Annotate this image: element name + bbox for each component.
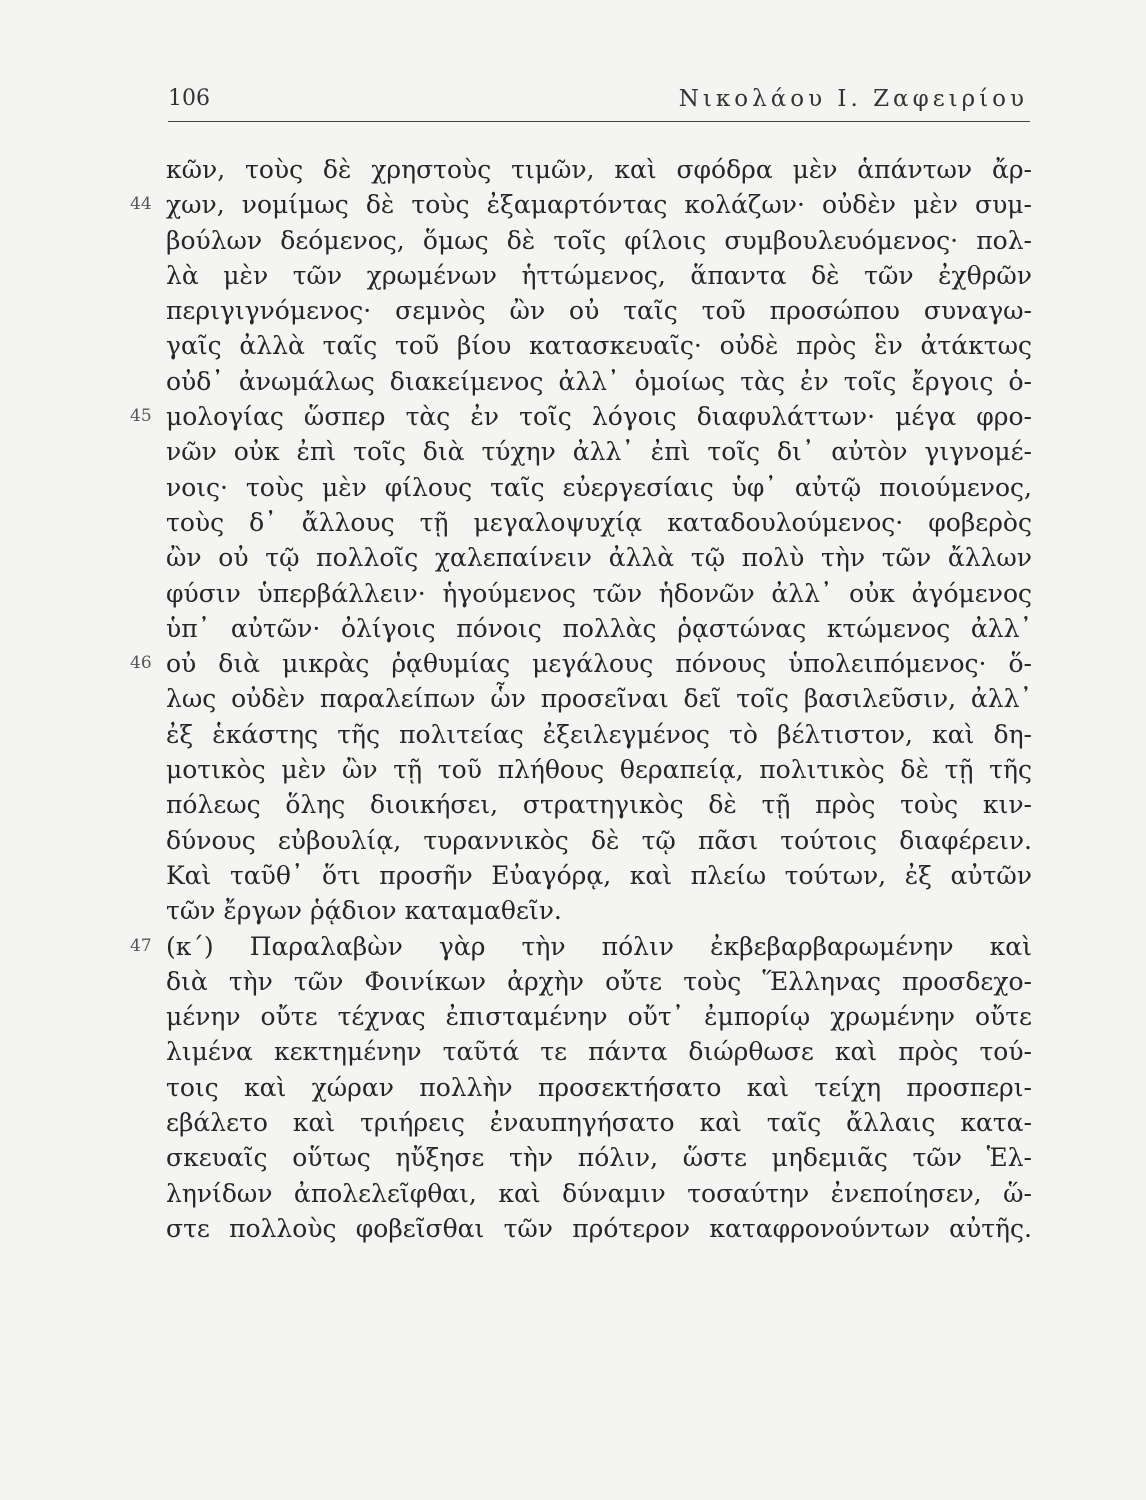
line-text: οὐ διὰ μικρὰς ῥᾳθυμίας μεγάλους πόνους ὑπολειπόμενος· ὅ- <box>166 649 1032 679</box>
line-text: λὰ μὲν τῶν χρωμένων ἡττώμενος, ἅπαντα δὲ τῶν ἐχθρῶν <box>166 260 1032 290</box>
text-line <box>166 152 1032 187</box>
text-line <box>166 823 1032 858</box>
header-rule <box>168 121 1030 122</box>
text-line <box>166 293 1032 328</box>
line-text: ληνίδων ἀπολελεῖφθαι, καὶ δύναμιν τοσαύτην ἐνεποίησεν, ὥ- <box>166 1178 1032 1208</box>
line-text: νοις· τοὺς μὲν φίλους ταῖς εὐεργεσίαις ὑφ᾽ αὐτῷ ποιούμενος, <box>166 472 1032 502</box>
line-text: μοτικὸς μὲν ὢν τῇ τοῦ πλήθους θεραπείᾳ, πολιτικὸς δὲ τῇ τῆς <box>166 755 1032 785</box>
line-text: χων, νομίμως δὲ τοὺς ἐξαμαρτόντας κολάζων· οὐδὲν μὲν συμ- <box>166 190 1032 220</box>
line-text: (κ΄) Παραλαβὼν γὰρ τὴν πόλιν ἐκβεβαρβαρωμένην καὶ <box>166 931 1032 961</box>
line-text: τῶν ἔργων ῥᾴδιον καταμαθεῖν. <box>166 896 562 926</box>
line-text: εβάλετο καὶ τριήρεις ἐναυπηγήσατο καὶ ταῖς ἄλλαις κατα- <box>166 1108 1032 1138</box>
text-line <box>166 752 1032 787</box>
text-line <box>166 258 1032 293</box>
text-line <box>166 1176 1032 1211</box>
text-line <box>166 1140 1032 1175</box>
text-line <box>166 328 1032 363</box>
line-text: ἐξ ἑκάστης τῆς πολιτείας ἐξειλεγμένος τὸ βέλτιστον, καὶ δη- <box>166 719 1032 749</box>
text-line <box>166 717 1032 752</box>
line-text: πόλεως ὅλης διοικήσει, στρατηγικὸς δὲ τῇ πρὸς τοὺς κιν- <box>166 790 1032 820</box>
line-text: ὢν οὐ τῷ πολλοῖς χαλεπαίνειν ἀλλὰ τῷ πολὺ τὴν τῶν ἄλλων <box>166 543 1032 573</box>
line-text: μένην οὔτε τέχνας ἐπισταμένην οὔτ᾽ ἐμπορίῳ χρωμένην οὔτε <box>166 1002 1032 1032</box>
text-line <box>166 893 1032 928</box>
text-line <box>166 999 1032 1034</box>
text-line <box>166 540 1032 575</box>
section-number: 46 <box>130 653 152 674</box>
text-line <box>166 787 1032 822</box>
line-text: λιμένα κεκτημένην ταῦτά τε πάντα διώρθωσε καὶ πρὸς τού- <box>166 1037 1032 1067</box>
text-line <box>166 681 1032 716</box>
line-text: φύσιν ὑπερβάλλειν· ἡγούμενος τῶν ἡδονῶν ἀλλ᾽ οὐκ ἀγόμενος <box>166 578 1032 608</box>
text-line <box>166 470 1032 505</box>
line-text: τοις καὶ χώραν πολλὴν προσεκτήσατο καὶ τείχη προσπερι- <box>166 1072 1032 1102</box>
body-text <box>130 152 1032 1246</box>
text-line <box>166 1105 1032 1140</box>
page-number: 106 <box>168 86 210 111</box>
line-text: νῶν οὐκ ἐπὶ τοῖς διὰ τύχην ἀλλ᾽ ἐπὶ τοῖς δι᾽ αὐτὸν γιγνομέ- <box>166 437 1032 467</box>
text-line <box>130 929 1032 964</box>
line-text: βούλων δεόμενος, ὅμως δὲ τοῖς φίλοις συμβουλευόμενος· πολ- <box>166 225 1032 255</box>
line-text: ὑπ᾽ αὐτῶν· ὀλίγοις πόνοις πολλὰς ῥᾳστώνας κτώμενος ἀλλ᾽ <box>166 613 1032 643</box>
text-line <box>166 434 1032 469</box>
line-text: περιγιγνόμενος· σεμνὸς ὢν οὐ ταῖς τοῦ προσώπου συναγω- <box>166 296 1032 326</box>
line-text: οὐδ᾽ ἀνωμάλως διακείμενος ἀλλ᾽ ὁμοίως τὰς ἐν τοῖς ἔργοις ὁ- <box>166 366 1032 396</box>
text-line <box>166 364 1032 399</box>
page-header <box>168 82 1028 122</box>
line-text: τοὺς δ᾽ ἄλλους τῇ μεγαλοψυχίᾳ καταδουλούμενος· φοβερὸς <box>166 507 1032 537</box>
line-text: σκευαῖς οὕτως ηὔξησε τὴν πόλιν, ὥστε μηδεμιᾶς τῶν Ἑλ- <box>166 1143 1032 1173</box>
text-line <box>130 399 1032 434</box>
line-text: μολογίας ὥσπερ τὰς ἐν τοῖς λόγοις διαφυλάττων· μέγα φρο- <box>166 402 1032 432</box>
section-number: 44 <box>130 194 152 215</box>
text-line <box>166 223 1032 258</box>
section-number: 45 <box>130 406 152 427</box>
line-text: λως οὐδὲν παραλείπων ὧν προσεῖναι δεῖ τοῖς βασιλεῦσιν, ἀλλ᾽ <box>166 684 1032 714</box>
line-text: κῶν, τοὺς δὲ χρηστοὺς τιμῶν, καὶ σφόδρα μὲν ἁπάντων ἄρ- <box>166 155 1032 184</box>
text-line <box>166 858 1032 893</box>
text-line <box>166 1070 1032 1105</box>
line-text: γαῖς ἀλλὰ ταῖς τοῦ βίου κατασκευαῖς· οὐδὲ πρὸς ἓν ἀτάκτως <box>166 331 1032 361</box>
line-text: Καὶ ταῦθ᾽ ὅτι προσῆν Εὐαγόρᾳ, καὶ πλείω τούτων, ἐξ αὐτῶν <box>166 860 1032 890</box>
text-line <box>166 964 1032 999</box>
line-text: δύνους εὐβουλίᾳ, τυραννικὸς δὲ τῷ πᾶσι τούτοις διαφέρειν. <box>166 825 1032 855</box>
text-line <box>130 646 1032 681</box>
text-line <box>130 187 1032 222</box>
line-text: διὰ τὴν τῶν Φοινίκων ἀρχὴν οὔτε τοὺς Ἕλληνας προσδεχο- <box>166 966 1032 996</box>
text-line <box>166 611 1032 646</box>
text-line <box>166 505 1032 540</box>
text-line <box>166 1211 1032 1246</box>
text-line <box>166 576 1032 611</box>
running-head: Νικολάου Ι. Ζαφειρίου <box>678 86 1028 112</box>
line-text: στε πολλοὺς φοβεῖσθαι τῶν πρότερον καταφρονούντων αὐτῆς. <box>166 1213 1032 1243</box>
section-number: 47 <box>130 935 152 956</box>
text-line <box>166 1034 1032 1069</box>
